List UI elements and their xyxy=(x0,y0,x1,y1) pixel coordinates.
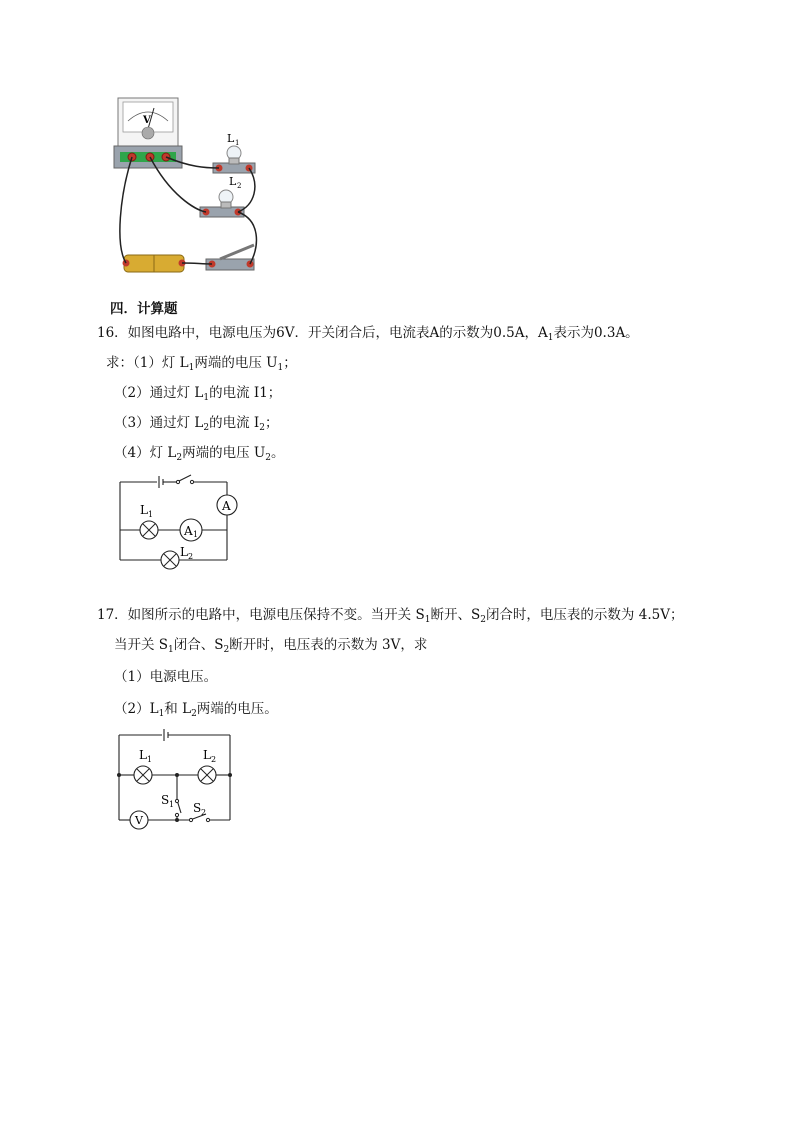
switch-s2-label xyxy=(193,801,206,817)
lamp-l2-label: L xyxy=(229,175,237,188)
voltmeter-device xyxy=(114,98,182,168)
svg-text:L: L xyxy=(139,748,147,762)
svg-text:L: L xyxy=(180,545,188,559)
lamp-l1-sub: 1 xyxy=(235,139,240,147)
q16-line-4: （3）通过灯 $L_2$的电流 $I_2$； xyxy=(114,415,279,433)
lamp-l2-symbol xyxy=(161,545,193,569)
svg-text:2: 2 xyxy=(211,755,217,764)
voltmeter-symbol xyxy=(130,811,148,829)
lamp-l1-label: L xyxy=(227,132,235,145)
battery-device xyxy=(123,255,186,272)
question-17 xyxy=(97,605,757,720)
q16-line-5: （4）灯 $L_2$两端的电压 $U_2$。 xyxy=(114,445,285,463)
q17-line-4: $(2)L_1$和 $L_2$两端的电压。 xyxy=(114,701,278,719)
svg-text:S: S xyxy=(193,801,202,815)
lamp-l2-symbol xyxy=(198,748,216,784)
svg-text:2: 2 xyxy=(201,808,207,817)
lamp-l1-device xyxy=(213,132,255,173)
switch-s1-label xyxy=(161,793,174,809)
svg-text:A: A xyxy=(222,499,231,513)
svg-text:1: 1 xyxy=(193,530,199,539)
q17-circuit-diagram xyxy=(115,725,240,833)
lamp-l2-device xyxy=(200,175,244,217)
lamp-l1-symbol xyxy=(134,748,152,784)
q16-circuit-diagram xyxy=(112,470,247,578)
q17-line-3: （1）电源电压。 xyxy=(114,669,218,685)
q16-line-3: （2）通过灯 $L_1$的电流 I1； xyxy=(114,385,282,403)
q17-line-2: 当开关 $S_1$闭合、$S_2$断开时，电压表的示数为 3V，求 xyxy=(114,637,428,655)
svg-text:V: V xyxy=(135,814,143,827)
svg-text:L: L xyxy=(140,503,148,517)
svg-text:1: 1 xyxy=(148,510,154,519)
svg-text:L: L xyxy=(203,748,211,762)
svg-text:A: A xyxy=(184,524,193,538)
svg-text:1: 1 xyxy=(147,755,153,764)
ammeter-main-symbol xyxy=(217,495,237,515)
ammeter-a1-symbol xyxy=(180,519,202,541)
question-16 xyxy=(97,323,737,463)
voltmeter-letter: V xyxy=(143,115,151,126)
q16-line-2: 求：（1）灯 $L_1$两端的电压 $U_1$； xyxy=(106,355,297,373)
q16-line-1: 16．如图电路中，电源电压为6V．开关闭合后，电流表A的示数为0.5A，$A_1$表示为0.3A。 xyxy=(97,325,639,343)
q17-line-1: 17．如图所示的电路中，电源电压保持不变。当开关 $S_1$断开、$S_2$闭合时，电压表的示数为 4.5V； xyxy=(97,607,684,625)
lamp-l2-sub: 2 xyxy=(237,182,242,190)
svg-text:1: 1 xyxy=(169,800,175,809)
section-heading: 四．计算题 xyxy=(110,301,178,317)
top-circuit-figure xyxy=(110,95,280,280)
lamp-l1-symbol xyxy=(140,503,158,539)
svg-text:S: S xyxy=(161,793,170,807)
switch-device xyxy=(206,245,254,270)
svg-text:2: 2 xyxy=(188,552,194,561)
